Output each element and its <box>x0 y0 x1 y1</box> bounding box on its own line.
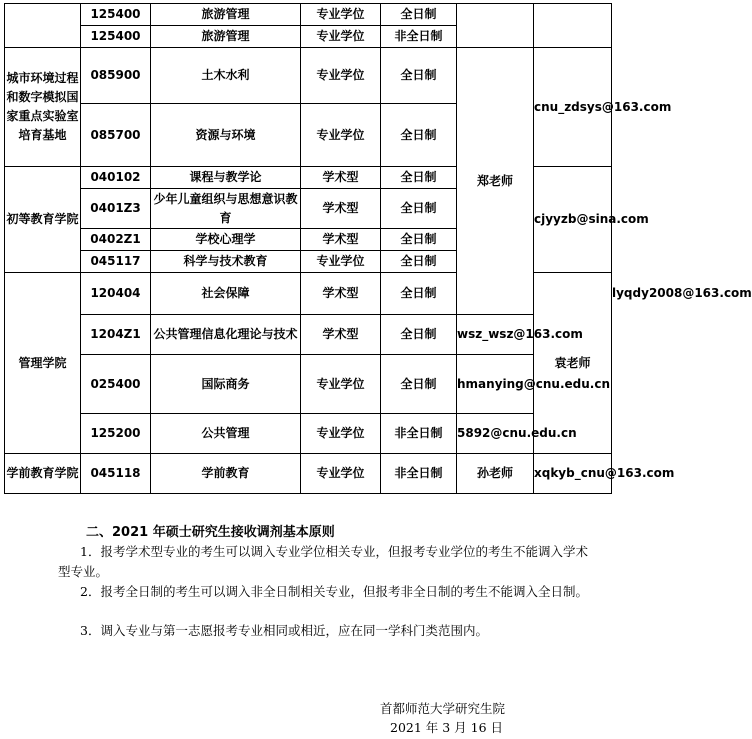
type-cell: 学术型 <box>301 167 381 189</box>
code-cell: 085700 <box>81 104 151 167</box>
code-cell: 085900 <box>81 48 151 104</box>
type-cell: 学术型 <box>301 189 381 229</box>
major-cell: 课程与教学论 <box>151 167 301 189</box>
email-cell <box>534 4 612 48</box>
major-cell: 资源与环境 <box>151 104 301 167</box>
type-cell: 专业学位 <box>301 104 381 167</box>
unit-cell: 学前教育学院 <box>5 454 81 494</box>
signature-org: 首都师范大学研究生院 <box>380 701 506 716</box>
code-cell: 0401Z3 <box>81 189 151 229</box>
major-cell: 旅游管理 <box>151 26 301 48</box>
table-row <box>5 48 612 104</box>
mode-cell: 全日制 <box>381 189 457 229</box>
contact-cell: 袁老师 <box>534 273 612 454</box>
type-cell: 专业学位 <box>301 251 381 273</box>
principle-1: 1．报考学术型专业的考生可以调入专业学位相关专业，但报考专业学位的考生不能调入学术型专业。 <box>58 544 588 579</box>
table-row <box>5 315 612 355</box>
code-cell: 125200 <box>81 414 151 454</box>
major-cell: 少年儿童组织与思想意识教育 <box>151 189 301 229</box>
table-row <box>5 454 612 494</box>
major-cell: 社会保障 <box>151 273 301 315</box>
code-cell: 040102 <box>81 167 151 189</box>
type-cell: 学术型 <box>301 315 381 355</box>
contact-cell: 郑老师 <box>457 48 534 315</box>
email-cell: cnu_zdsys@163.com <box>534 48 612 167</box>
type-cell: 专业学位 <box>301 454 381 494</box>
mode-cell: 非全日制 <box>381 26 457 48</box>
adjustment-table <box>4 3 752 494</box>
major-cell: 公共管理 <box>151 414 301 454</box>
unit-cell: 城市环境过程和数字模拟国家重点实验室培育基地 <box>5 48 81 167</box>
contact-cell <box>457 4 534 48</box>
mode-cell: 全日制 <box>381 167 457 189</box>
code-cell: 045117 <box>81 251 151 273</box>
code-cell: 125400 <box>81 26 151 48</box>
table-row <box>5 414 612 454</box>
type-cell: 专业学位 <box>301 414 381 454</box>
type-cell: 学术型 <box>301 229 381 251</box>
mode-cell: 全日制 <box>381 4 457 26</box>
mode-cell: 全日制 <box>381 104 457 167</box>
code-cell: 1204Z1 <box>81 315 151 355</box>
email-cell: xqkyb_cnu@163.com <box>534 454 612 494</box>
major-cell: 旅游管理 <box>151 4 301 26</box>
mode-cell: 非全日制 <box>381 414 457 454</box>
email-cell: 5892@cnu.edu.cn <box>457 414 534 454</box>
contact-cell: 孙老师 <box>457 454 534 494</box>
principle-2: 2．报考全日制的考生可以调入非全日制相关专业，但报考非全日制的考生不能调入全日制。 <box>80 584 588 599</box>
type-cell: 专业学位 <box>301 48 381 104</box>
type-cell: 专业学位 <box>301 4 381 26</box>
major-cell: 公共管理信息化理论与技术 <box>151 315 301 355</box>
type-cell: 专业学位 <box>301 355 381 414</box>
code-cell: 0402Z1 <box>81 229 151 251</box>
mode-cell: 非全日制 <box>381 454 457 494</box>
mode-cell: 全日制 <box>381 48 457 104</box>
table-row: 管理学院 120404 社会保障 学术型 全日制 袁老师 lyqdy2008@163.com <box>5 273 612 315</box>
code-cell: 045118 <box>81 454 151 494</box>
mode-cell: 全日制 <box>381 229 457 251</box>
mode-cell: 全日制 <box>381 315 457 355</box>
major-cell: 学校心理学 <box>151 229 301 251</box>
mode-cell: 全日制 <box>381 355 457 414</box>
code-cell: 025400 <box>81 355 151 414</box>
type-cell: 学术型 <box>301 273 381 315</box>
section-heading: 二、2021 年硕士研究生接收调剂基本原则 <box>86 525 335 540</box>
principle-3: 3．调入专业与第一志愿报考专业相同或相近，应在同一学科门类范围内。 <box>80 623 488 638</box>
major-cell: 国际商务 <box>151 355 301 414</box>
email-cell: cjyyzb@sina.com <box>534 167 612 273</box>
major-cell: 科学与技术教育 <box>151 251 301 273</box>
major-cell: 土木水利 <box>151 48 301 104</box>
mode-cell: 全日制 <box>381 251 457 273</box>
code-cell: 120404 <box>81 273 151 315</box>
code-cell: 125400 <box>81 4 151 26</box>
unit-cell: 初等教育学院 <box>5 167 81 273</box>
table-row <box>5 355 612 414</box>
mode-cell: 全日制 <box>381 273 457 315</box>
unit-cell <box>5 4 81 48</box>
table-row <box>5 4 612 26</box>
email-cell: hmanying@cnu.edu.cn <box>457 355 534 414</box>
signature-date: 2021 年 3 月 16 日 <box>390 720 504 735</box>
email-cell: wsz_wsz@163.com <box>457 315 534 355</box>
unit-cell: 管理学院 <box>5 273 81 454</box>
major-cell: 学前教育 <box>151 454 301 494</box>
type-cell: 专业学位 <box>301 26 381 48</box>
